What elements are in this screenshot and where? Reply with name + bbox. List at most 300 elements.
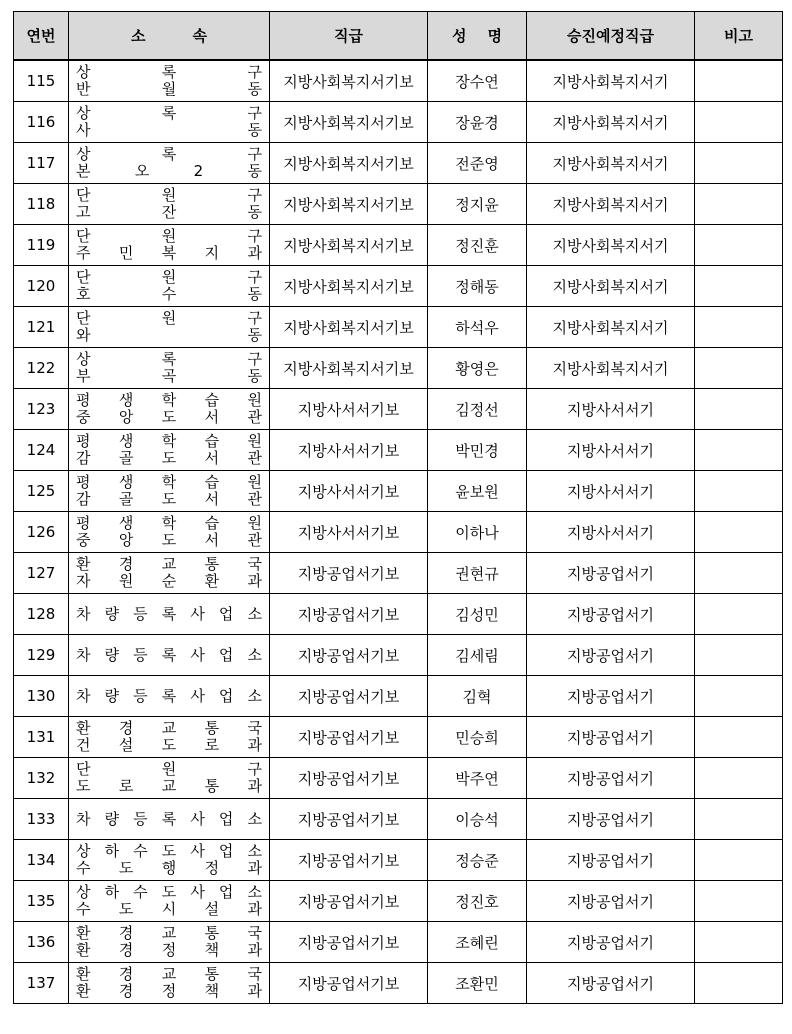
cell-no: 131 xyxy=(14,717,69,758)
header-grade: 직급 xyxy=(270,12,428,61)
cell-name: 조혜린 xyxy=(428,922,527,963)
dept-char: 량 xyxy=(104,605,120,623)
cell-dept xyxy=(69,594,270,635)
cell-name: 김성민 xyxy=(428,594,527,635)
cell-no: 118 xyxy=(14,184,69,225)
dept-char: 습 xyxy=(204,432,220,450)
dept-char: 업 xyxy=(218,687,234,705)
cell-note xyxy=(695,963,783,1004)
dept-char: 호 xyxy=(76,285,91,303)
cell-promo: 지방사회복지서기 xyxy=(527,60,695,102)
dept-line xyxy=(76,925,262,942)
dept-char: 원 xyxy=(161,309,177,327)
cell-note xyxy=(695,758,783,799)
dept-line xyxy=(76,604,262,624)
cell-grade: 지방공업서기보 xyxy=(270,963,428,1004)
table-row xyxy=(14,553,783,594)
cell-dept xyxy=(69,963,270,1004)
dept-char: 수 xyxy=(76,900,91,918)
dept-char: 과 xyxy=(247,859,262,877)
cell-no: 126 xyxy=(14,512,69,553)
dept-char: 교 xyxy=(161,719,177,737)
header-note: 비고 xyxy=(695,12,783,61)
cell-no: 117 xyxy=(14,143,69,184)
dept-char: 록 xyxy=(161,145,177,163)
dept-char: 관 xyxy=(247,408,262,426)
header-no: 연번 xyxy=(14,12,69,61)
dept-char: 경 xyxy=(118,965,134,983)
cell-dept xyxy=(69,881,270,922)
dept-char: 등 xyxy=(133,687,148,705)
dept-line xyxy=(76,228,262,245)
dept-char: 동 xyxy=(247,367,262,385)
cell-no: 129 xyxy=(14,635,69,676)
dept-char: 구 xyxy=(247,350,262,368)
dept-char: 구 xyxy=(247,63,262,81)
cell-promo: 지방공업서기 xyxy=(527,881,695,922)
dept-char: 습 xyxy=(204,514,220,532)
cell-dept xyxy=(69,430,270,471)
dept-char: 과 xyxy=(247,777,262,795)
dept-line xyxy=(76,433,262,450)
dept-char: 과 xyxy=(247,736,262,754)
dept-line xyxy=(76,450,262,467)
dept-char: 학 xyxy=(161,473,177,491)
dept-char: 량 xyxy=(104,687,120,705)
dept-char: 환 xyxy=(76,924,91,942)
table-row xyxy=(14,594,783,635)
dept-char: 환 xyxy=(76,965,91,983)
dept-char: 동 xyxy=(247,203,262,221)
cell-promo: 지방사서서기 xyxy=(527,389,695,430)
dept-char: 록 xyxy=(161,810,177,828)
table-row xyxy=(14,758,783,799)
cell-name: 김정선 xyxy=(428,389,527,430)
cell-note xyxy=(695,430,783,471)
cell-name: 이승석 xyxy=(428,799,527,840)
cell-dept xyxy=(69,389,270,430)
dept-line xyxy=(76,122,262,139)
dept-char: 구 xyxy=(247,145,262,163)
dept-char: 서 xyxy=(204,531,220,549)
dept-char: 환 xyxy=(76,982,91,1000)
cell-dept xyxy=(69,840,270,881)
dept-char: 관 xyxy=(247,449,262,467)
cell-promo: 지방사회복지서기 xyxy=(527,143,695,184)
table-row xyxy=(14,307,783,348)
cell-grade: 지방사서서기보 xyxy=(270,512,428,553)
dept-char: 정 xyxy=(161,941,177,959)
table-row xyxy=(14,676,783,717)
dept-char: 구 xyxy=(247,104,262,122)
dept-char: 습 xyxy=(204,473,220,491)
dept-char: 평 xyxy=(76,514,91,532)
dept-char: 잔 xyxy=(161,203,177,221)
dept-char: 과 xyxy=(247,244,262,262)
dept-char: 록 xyxy=(161,646,177,664)
dept-char: 원 xyxy=(247,391,262,409)
cell-promo: 지방사회복지서기 xyxy=(527,102,695,143)
cell-dept xyxy=(69,102,270,143)
dept-char: 록 xyxy=(161,605,177,623)
dept-char: 구 xyxy=(247,186,262,204)
dept-char: 습 xyxy=(204,391,220,409)
dept-char: 국 xyxy=(247,719,262,737)
cell-promo: 지방사회복지서기 xyxy=(527,225,695,266)
dept-char: 시 xyxy=(161,900,177,918)
dept-char: 환 xyxy=(76,719,91,737)
dept-char: 환 xyxy=(76,555,91,573)
dept-char: 반 xyxy=(76,80,91,98)
dept-char: 환 xyxy=(76,941,91,959)
cell-name: 권현규 xyxy=(428,553,527,594)
dept-char: 등 xyxy=(133,646,148,664)
cell-note xyxy=(695,307,783,348)
dept-char: 주 xyxy=(76,244,91,262)
dept-line xyxy=(76,245,262,262)
cell-grade: 지방사회복지서기보 xyxy=(270,60,428,102)
dept-line xyxy=(76,532,262,549)
dept-char: 평 xyxy=(76,473,91,491)
dept-line xyxy=(76,392,262,409)
cell-no: 115 xyxy=(14,60,69,102)
cell-grade: 지방공업서기보 xyxy=(270,840,428,881)
cell-dept xyxy=(69,553,270,594)
cell-promo: 지방사서서기 xyxy=(527,430,695,471)
dept-line xyxy=(76,860,262,877)
dept-char: 상 xyxy=(76,145,91,163)
dept-char: 국 xyxy=(247,965,262,983)
dept-line xyxy=(76,146,262,163)
cell-grade: 지방사회복지서기보 xyxy=(270,266,428,307)
dept-char: 도 xyxy=(118,900,134,918)
table-row xyxy=(14,430,783,471)
cell-name: 윤보원 xyxy=(428,471,527,512)
cell-note xyxy=(695,266,783,307)
dept-char: 본 xyxy=(76,162,91,180)
dept-char: 도 xyxy=(161,736,177,754)
dept-char: 정 xyxy=(161,982,177,1000)
dept-char: 동 xyxy=(247,285,262,303)
dept-char: 복 xyxy=(161,244,177,262)
dept-char: 수 xyxy=(133,883,148,901)
dept-char: 교 xyxy=(161,555,177,573)
dept-char: 학 xyxy=(161,391,177,409)
cell-grade: 지방공업서기보 xyxy=(270,594,428,635)
dept-char: 통 xyxy=(204,924,220,942)
dept-char: 책 xyxy=(204,941,220,959)
dept-char: 앙 xyxy=(118,531,134,549)
cell-dept xyxy=(69,758,270,799)
dept-char: 상 xyxy=(76,104,91,122)
cell-promo: 지방공업서기 xyxy=(527,717,695,758)
dept-line xyxy=(76,761,262,778)
dept-char: 환 xyxy=(204,572,220,590)
dept-char: 통 xyxy=(204,555,220,573)
cell-name: 정진훈 xyxy=(428,225,527,266)
dept-char: 원 xyxy=(247,432,262,450)
cell-grade: 지방사회복지서기보 xyxy=(270,143,428,184)
cell-note xyxy=(695,635,783,676)
dept-char: 와 xyxy=(76,326,91,344)
cell-grade: 지방공업서기보 xyxy=(270,799,428,840)
dept-char: 로 xyxy=(204,736,220,754)
table-row xyxy=(14,717,783,758)
cell-note xyxy=(695,471,783,512)
dept-char: 생 xyxy=(118,391,134,409)
dept-char: 업 xyxy=(218,842,234,860)
cell-dept xyxy=(69,184,270,225)
cell-grade: 지방사회복지서기보 xyxy=(270,184,428,225)
dept-char: 차 xyxy=(76,646,91,664)
table-row xyxy=(14,60,783,102)
table-row xyxy=(14,471,783,512)
dept-line xyxy=(76,556,262,573)
header-promo: 승진예정직급 xyxy=(527,12,695,61)
table-row xyxy=(14,635,783,676)
dept-line xyxy=(76,901,262,918)
cell-name: 정지윤 xyxy=(428,184,527,225)
cell-no: 137 xyxy=(14,963,69,1004)
dept-char: 과 xyxy=(247,982,262,1000)
table-row xyxy=(14,922,783,963)
cell-grade: 지방사회복지서기보 xyxy=(270,102,428,143)
cell-grade: 지방공업서기보 xyxy=(270,717,428,758)
cell-note xyxy=(695,389,783,430)
dept-char: 순 xyxy=(161,572,177,590)
cell-grade: 지방사회복지서기보 xyxy=(270,348,428,389)
dept-char: 동 xyxy=(247,162,262,180)
cell-grade: 지방사서서기보 xyxy=(270,430,428,471)
dept-line xyxy=(76,686,262,706)
dept-char: 도 xyxy=(161,883,177,901)
dept-char: 정 xyxy=(204,859,220,877)
dept-char: 상 xyxy=(76,350,91,368)
dept-char: 등 xyxy=(133,810,148,828)
table-row xyxy=(14,348,783,389)
dept-line xyxy=(76,843,262,860)
dept-line xyxy=(76,737,262,754)
header-row xyxy=(14,12,783,61)
cell-promo: 지방공업서기 xyxy=(527,799,695,840)
dept-char: 앙 xyxy=(118,408,134,426)
dept-char: 평 xyxy=(76,391,91,409)
cell-grade: 지방공업서기보 xyxy=(270,922,428,963)
cell-dept xyxy=(69,143,270,184)
cell-grade: 지방공업서기보 xyxy=(270,676,428,717)
dept-char: 구 xyxy=(247,227,262,245)
dept-char: 원 xyxy=(161,760,177,778)
dept-char: 설 xyxy=(204,900,220,918)
dept-char: 2 xyxy=(193,162,204,180)
cell-promo: 지방사회복지서기 xyxy=(527,184,695,225)
header-name-char: 명 xyxy=(487,27,502,45)
dept-char: 국 xyxy=(247,924,262,942)
cell-note xyxy=(695,717,783,758)
cell-name: 정해동 xyxy=(428,266,527,307)
dept-char: 과 xyxy=(247,572,262,590)
dept-line xyxy=(76,645,262,665)
cell-note xyxy=(695,922,783,963)
dept-char: 단 xyxy=(76,227,91,245)
dept-line xyxy=(76,809,262,829)
dept-char: 과 xyxy=(247,941,262,959)
dept-char: 상 xyxy=(76,63,91,81)
cell-name: 정승준 xyxy=(428,840,527,881)
cell-no: 120 xyxy=(14,266,69,307)
cell-no: 121 xyxy=(14,307,69,348)
dept-char: 서 xyxy=(204,449,220,467)
dept-line xyxy=(76,884,262,901)
dept-char: 국 xyxy=(247,555,262,573)
dept-char: 민 xyxy=(118,244,134,262)
cell-promo: 지방공업서기 xyxy=(527,553,695,594)
dept-char: 차 xyxy=(76,605,91,623)
dept-char: 행 xyxy=(161,859,177,877)
dept-line xyxy=(76,105,262,122)
dept-char: 수 xyxy=(133,842,148,860)
cell-dept xyxy=(69,471,270,512)
cell-promo: 지방공업서기 xyxy=(527,594,695,635)
cell-note xyxy=(695,594,783,635)
cell-name: 장윤경 xyxy=(428,102,527,143)
table-row xyxy=(14,143,783,184)
dept-char: 록 xyxy=(161,104,177,122)
header-dept-char: 소 xyxy=(131,27,146,45)
cell-promo: 지방공업서기 xyxy=(527,758,695,799)
dept-char: 차 xyxy=(76,810,91,828)
dept-line xyxy=(76,204,262,221)
cell-note xyxy=(695,840,783,881)
dept-char: 사 xyxy=(190,842,205,860)
dept-char: 곡 xyxy=(161,367,177,385)
cell-note xyxy=(695,512,783,553)
dept-line xyxy=(76,491,262,508)
header-dept-char: 속 xyxy=(192,27,207,45)
dept-char: 구 xyxy=(247,760,262,778)
cell-no: 124 xyxy=(14,430,69,471)
dept-char: 교 xyxy=(161,965,177,983)
dept-char: 서 xyxy=(204,490,220,508)
dept-line xyxy=(76,942,262,959)
dept-char: 소 xyxy=(247,842,262,860)
dept-char: 도 xyxy=(161,842,177,860)
dept-char: 생 xyxy=(118,473,134,491)
dept-char: 록 xyxy=(161,687,177,705)
cell-promo: 지방공업서기 xyxy=(527,963,695,1004)
dept-char: 중 xyxy=(76,408,91,426)
cell-name: 조환민 xyxy=(428,963,527,1004)
cell-dept xyxy=(69,676,270,717)
dept-line xyxy=(76,81,262,98)
table-row xyxy=(14,225,783,266)
dept-char: 도 xyxy=(76,777,91,795)
dept-line xyxy=(76,187,262,204)
cell-grade: 지방사회복지서기보 xyxy=(270,225,428,266)
dept-char: 경 xyxy=(118,982,134,1000)
dept-char: 차 xyxy=(76,687,91,705)
dept-char: 구 xyxy=(247,268,262,286)
cell-dept xyxy=(69,799,270,840)
dept-char: 량 xyxy=(104,810,120,828)
dept-char: 원 xyxy=(247,473,262,491)
dept-char: 로 xyxy=(118,777,134,795)
cell-name: 황영은 xyxy=(428,348,527,389)
dept-line xyxy=(76,163,262,180)
cell-note xyxy=(695,225,783,266)
dept-line xyxy=(76,409,262,426)
dept-line xyxy=(76,983,262,1000)
dept-char: 설 xyxy=(118,736,134,754)
cell-name: 김세림 xyxy=(428,635,527,676)
cell-dept xyxy=(69,266,270,307)
cell-promo: 지방공업서기 xyxy=(527,676,695,717)
table-row xyxy=(14,184,783,225)
dept-char: 생 xyxy=(118,432,134,450)
dept-char: 원 xyxy=(247,514,262,532)
dept-char: 원 xyxy=(161,227,177,245)
cell-promo: 지방사서서기 xyxy=(527,471,695,512)
dept-char: 평 xyxy=(76,432,91,450)
dept-char: 자 xyxy=(76,572,91,590)
dept-char: 단 xyxy=(76,268,91,286)
table-row xyxy=(14,389,783,430)
dept-char: 도 xyxy=(161,449,177,467)
dept-char: 감 xyxy=(76,449,91,467)
cell-dept xyxy=(69,225,270,266)
header-name-char: 성 xyxy=(452,27,467,45)
dept-char: 경 xyxy=(118,719,134,737)
header-dept xyxy=(69,12,270,61)
dept-char: 등 xyxy=(133,605,148,623)
cell-name: 전준영 xyxy=(428,143,527,184)
dept-char: 량 xyxy=(104,646,120,664)
dept-char: 학 xyxy=(161,514,177,532)
cell-promo: 지방공업서기 xyxy=(527,840,695,881)
cell-grade: 지방공업서기보 xyxy=(270,635,428,676)
dept-char: 학 xyxy=(161,432,177,450)
dept-char: 관 xyxy=(247,490,262,508)
cell-note xyxy=(695,102,783,143)
dept-char: 사 xyxy=(190,687,205,705)
dept-char: 지 xyxy=(204,244,220,262)
cell-no: 125 xyxy=(14,471,69,512)
table-row xyxy=(14,963,783,1004)
cell-note xyxy=(695,881,783,922)
cell-grade: 지방사서서기보 xyxy=(270,471,428,512)
cell-promo: 지방공업서기 xyxy=(527,922,695,963)
dept-char: 사 xyxy=(190,810,205,828)
dept-char: 통 xyxy=(204,719,220,737)
roster-body xyxy=(14,60,783,1004)
dept-char: 소 xyxy=(247,883,262,901)
cell-promo: 지방사회복지서기 xyxy=(527,266,695,307)
cell-no: 128 xyxy=(14,594,69,635)
dept-char: 통 xyxy=(204,965,220,983)
table-row xyxy=(14,512,783,553)
dept-char: 업 xyxy=(218,646,234,664)
dept-line xyxy=(76,474,262,491)
cell-note xyxy=(695,348,783,389)
dept-line xyxy=(76,368,262,385)
cell-grade: 지방공업서기보 xyxy=(270,758,428,799)
cell-name: 박주연 xyxy=(428,758,527,799)
dept-char: 상 xyxy=(76,883,91,901)
cell-name: 정진호 xyxy=(428,881,527,922)
dept-line xyxy=(76,286,262,303)
dept-char: 하 xyxy=(104,842,120,860)
dept-line xyxy=(76,269,262,286)
